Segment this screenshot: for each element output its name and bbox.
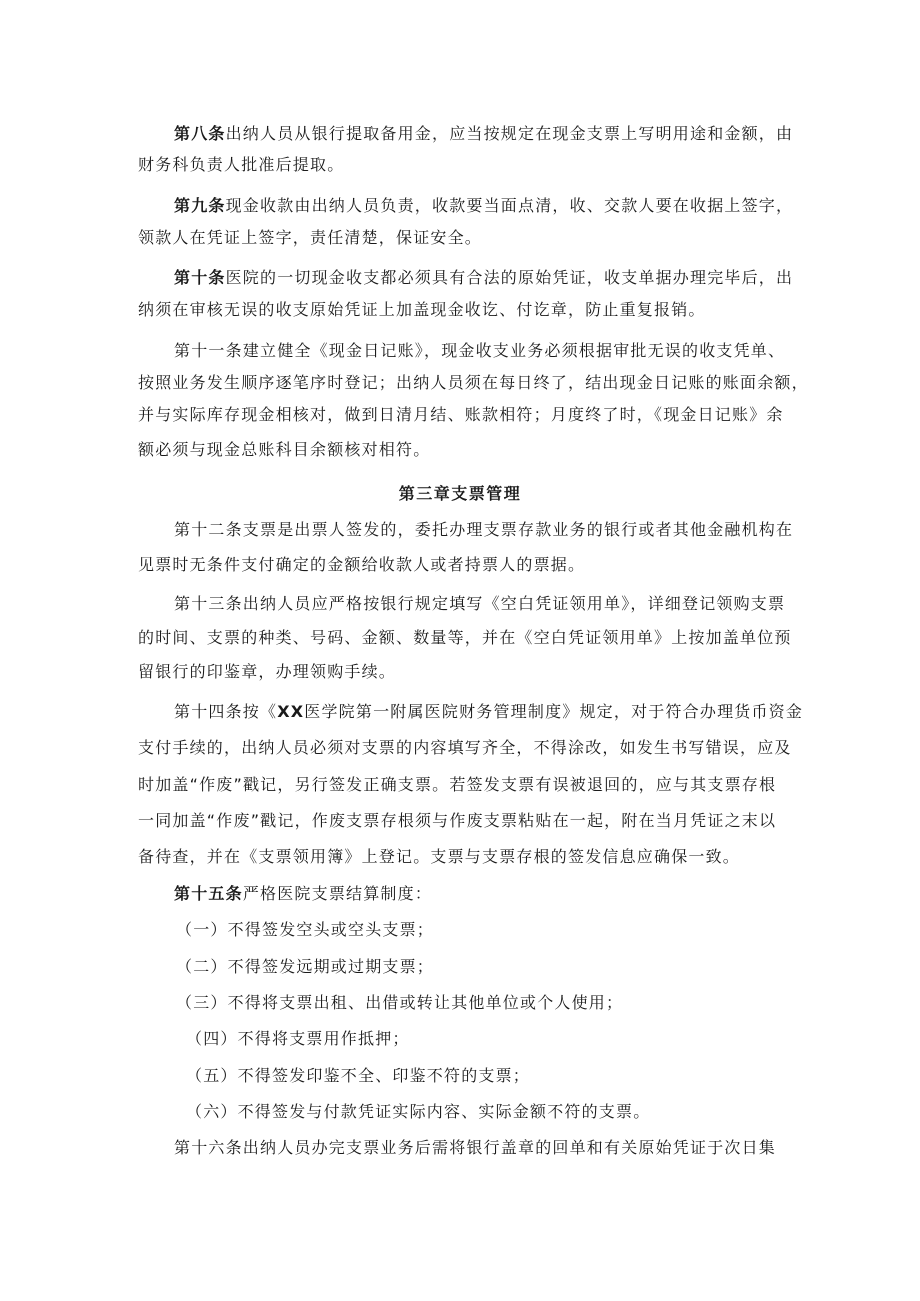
article-15-item-2: （二）不得签发远期或过期支票； — [176, 957, 435, 976]
article-14-line-5: 备待查，并在《支票领用簿》上登记。支票与支票存根的签发信息应确保一致。 — [138, 847, 741, 866]
article-15-item-3: （三）不得将支票出租、出借或转让其他单位或个人使用； — [176, 993, 624, 1012]
article-12-line-1: 第十二条支票是出票人签发的，委托办理支票存款业务的银行或者其他金融机构在 — [174, 520, 794, 539]
article-11-line-1: 第十一条建立健全《现金日记账》，现金收支业务必须根据审批无误的收支凭单、 — [174, 341, 786, 360]
article-15-item-1: （一）不得签发空头或空头支票； — [176, 920, 435, 939]
article-9-line-2: 领款人在凭证上签字，责任清楚，保证安全。 — [138, 228, 483, 247]
article-16-line-1: 第十六条出纳人员办完支票业务后需将银行盖章的回单和有关原始凭证于次日集 — [174, 1138, 777, 1157]
article-14-prefix: 第十四条按《 — [174, 702, 278, 721]
article-10-line-1 — [174, 268, 793, 288]
article-10-line-2: 纳须在审核无误的收支原始凭证上加盖现金收讫、付讫章，防止重复报销。 — [138, 300, 706, 319]
article-10-text-1: 医院的一切现金收支都必须具有合法的原始凭证，收支单据办理完毕后，出 — [225, 268, 794, 287]
article-14-bold-xx: XX — [277, 702, 305, 721]
article-12-line-2: 见票时无条件支付确定的金额给收款人或者持票人的票据。 — [138, 555, 586, 574]
article-14-line-2: 支付手续的，出纳人员必须对支票的内容填写齐全，不得涂改，如发生书写错误，应及 — [138, 738, 792, 757]
article-15-item-4: （四）不得将支票用作抵押； — [186, 1029, 410, 1048]
article-13-line-2: 的时间、支票的种类、号码、金额、数量等，并在《空白凭证领用单》上按加盖单位预 — [138, 628, 792, 647]
article-10-title: 第十条 — [174, 268, 226, 287]
article-14-text-1: 医学院第一附属医院财务管理制度》规定，对于符合办理货币资金 — [304, 702, 804, 721]
article-8-line-2: 财务科负责人批准后提取。 — [138, 155, 345, 174]
article-14-line-1 — [174, 702, 803, 722]
article-11-line-4: 额必须与现金总账科目余额核对相符。 — [138, 440, 431, 459]
article-8-title: 第八条 — [174, 124, 226, 143]
article-8-line-1 — [174, 124, 793, 144]
article-11-line-3: 并与实际库存现金相核对，做到日清月结、账款相符；月度终了时，《现金日记账》余 — [138, 405, 784, 424]
article-14-line-4: 一同加盖“作废”戳记，作废支票存根须与作废支票粘贴在一起，附在当月凭证之末以 — [138, 811, 777, 830]
article-15-title: 第十五条 — [174, 884, 243, 903]
article-8-text-1: 出纳人员从银行提取备用金，应当按规定在现金支票上写明用途和金额，由 — [225, 124, 794, 143]
article-13-line-3: 留银行的印鉴章，办理领购手续。 — [138, 662, 397, 681]
article-9-title: 第九条 — [174, 196, 226, 215]
article-15-item-6: （六）不得签发与付款凭证实际内容、实际金额不符的支票。 — [186, 1102, 651, 1121]
article-15-line-1 — [174, 884, 432, 904]
article-11-line-2: 按照业务发生顺序逐笔序时登记；出纳人员须在每日终了，结出现金日记账的账面余额， — [138, 373, 809, 392]
article-14-line-3: 时加盖“作废”戳记，另行签发正确支票。若签发支票有误被退回的，应与其支票存根 — [138, 775, 777, 794]
chapter-3-heading: 第三章支票管理 — [398, 484, 522, 503]
article-13-line-1: 第十三条出纳人员应严格按银行规定填写《空白凭证领用单》，详细登记领购支票 — [174, 594, 786, 613]
article-15-item-5: （五）不得签发印鉴不全、印鉴不符的支票； — [186, 1066, 531, 1085]
article-9-line-1 — [174, 196, 793, 216]
article-15-intro: 严格医院支票结算制度： — [242, 884, 433, 903]
article-9-text-1: 现金收款由出纳人员负责，收款要当面点清，收、交款人要在收据上签字， — [225, 196, 794, 215]
